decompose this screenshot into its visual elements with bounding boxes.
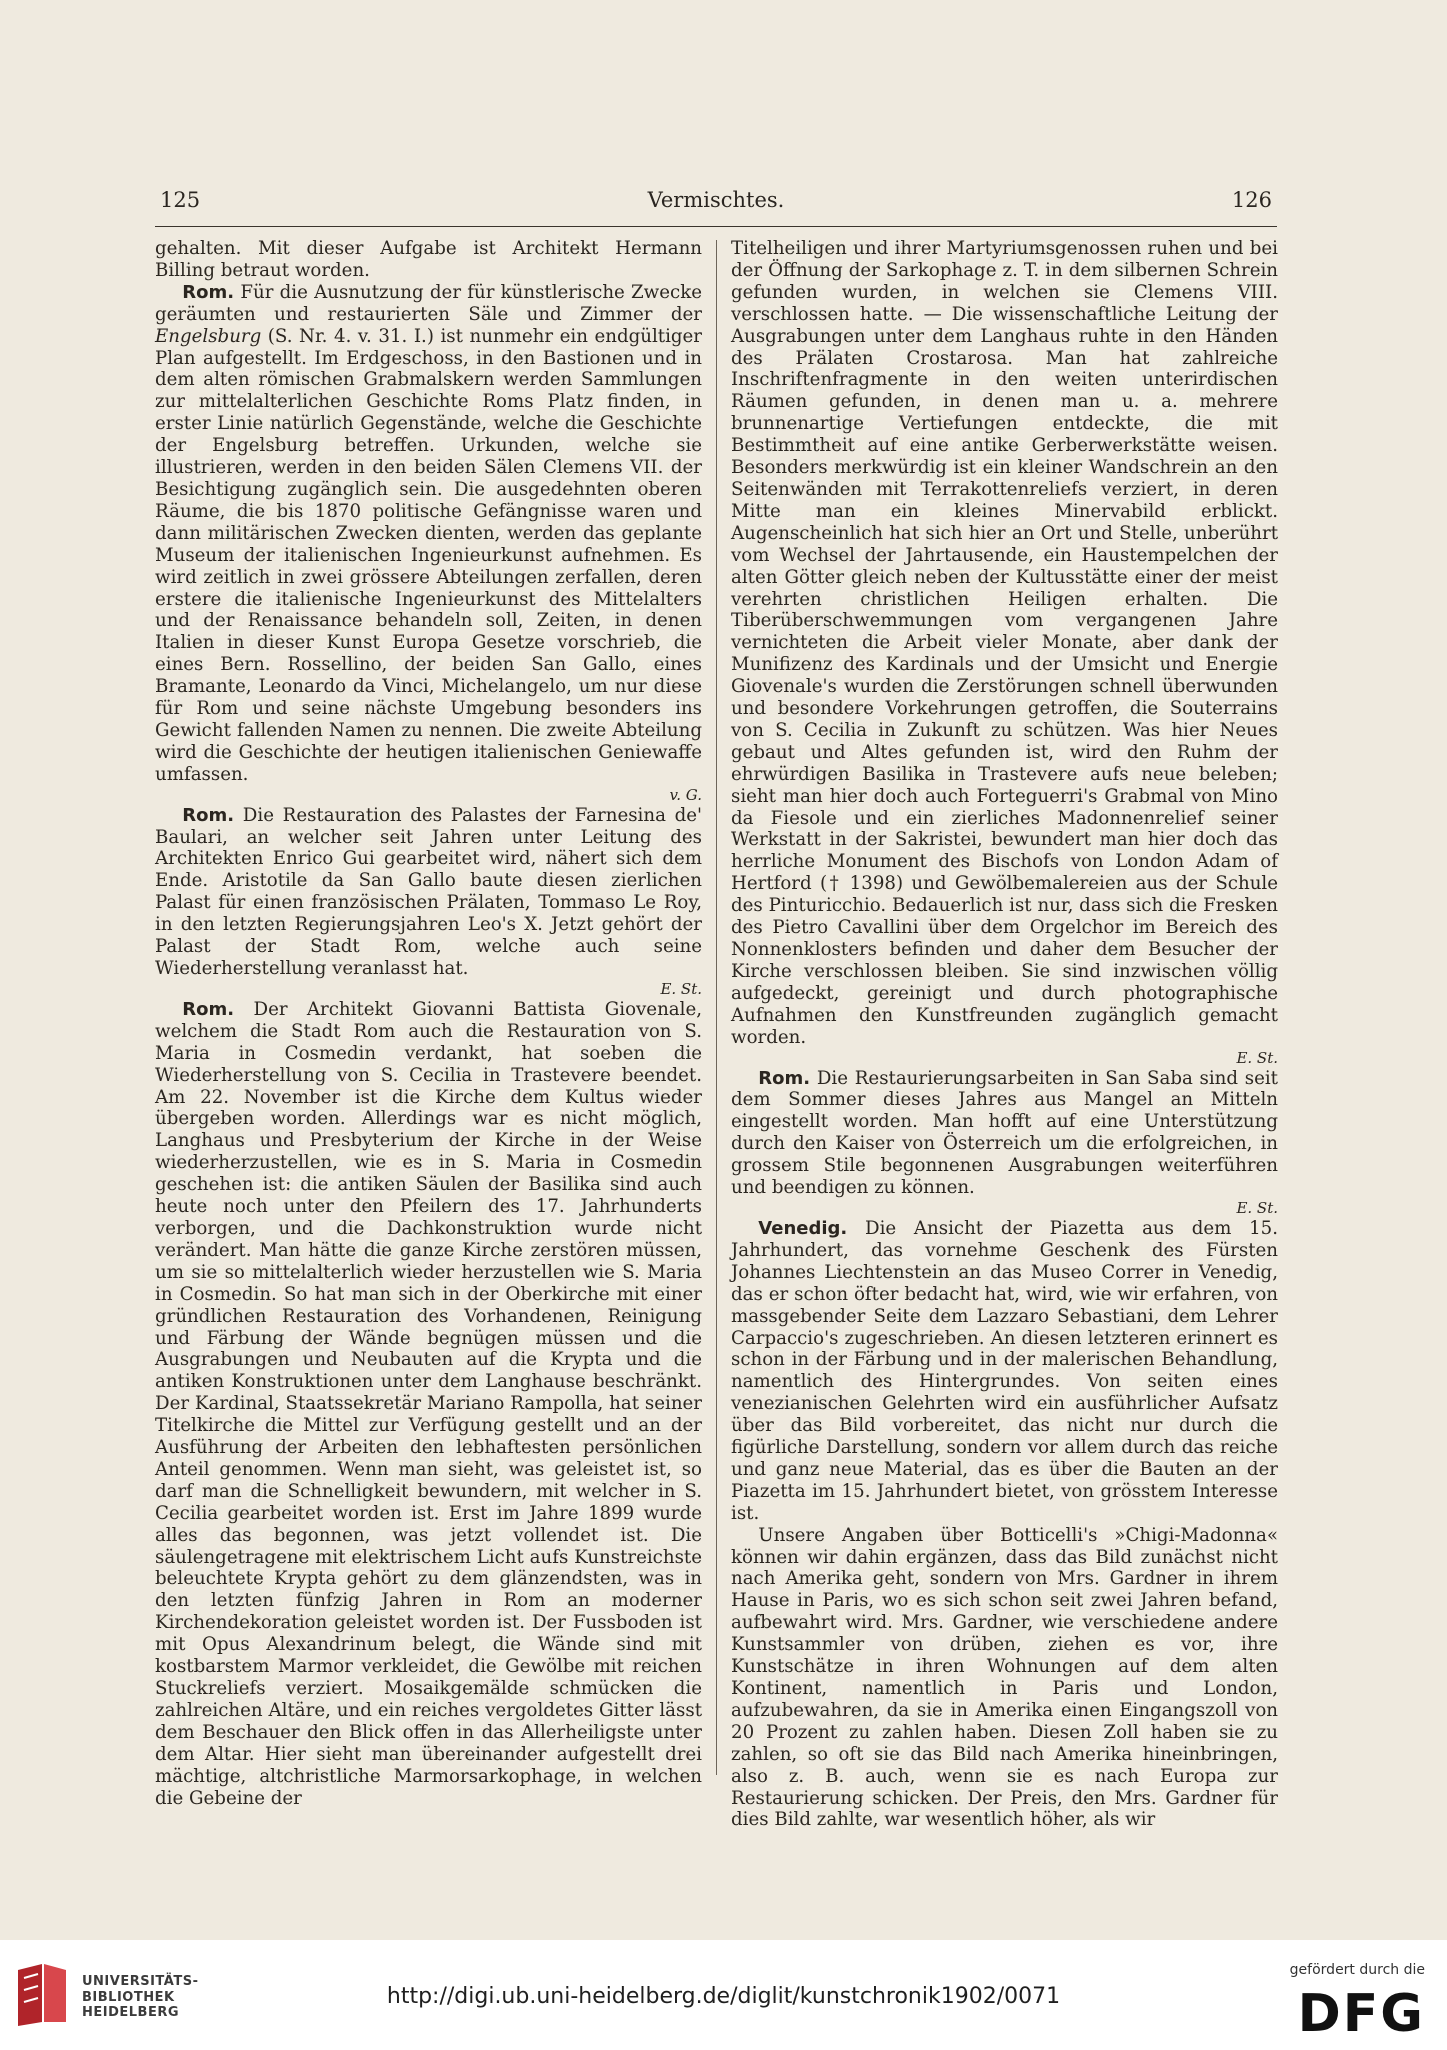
author-signature: v. G. [669,785,702,804]
paragraph: Rom. Der Architekt Giovanni Battista Giovenale, welchem die Stadt Rom auch die Restauration von S. Maria in Cosmedin verdankt, hat soeben die Wiederherstellung von S. Cecilia in Trastevere beendet. Am 22. November ist die Kirche dem Kultus wieder übergeben worden. Allerdings war es nicht möglich, Langhaus und Presbyterium der Kirche in der Weise wiederherzustellen, wie es in S. Maria in Cosmedin geschehen ist: die antiken Säulen der Basilika sind auch heute noch unter den Pfeilern des 17. Jahrhunderts verborgen, und die Dachkonstruktion wurde nicht verändert. Man hätte die ganze Kirche zerstören müssen, um sie so mittelalterlich wieder herzustellen wie S. Maria in Cosmedin. So hat man sich in der Oberkirche mit einer gründlichen Restauration des Vorhandenen, Reinigung und Färbung der Wände begnügen müssen und die Ausgrabungen und Neubauten auf die Krypta und die antiken Konstruktionen unter dem Langhause beschränkt. Der Kardinal, Staatssekretär Mariano Rampolla, hat seiner Titelkirche die Mittel zur Verfügung gestellt und an der Ausführung der Arbeiten den lebhaftesten persönlichen Anteil genommen. Wenn man sieht, was geleistet ist, so darf man die Schnelligkeit bewundern, mit welcher in S. Cecilia gearbeitet worden ist. Erst im Jahre 1899 wurde alles das begonnen, was jetzt vollendet ist. Die säulengetragene mit elektrischem Licht aufs Kunstreichste beleuchtete Krypta gehört zu dem glänzendsten, was in den letzten fünfzig Jahren in Rom an moderner Kirchendekoration geleistet worden ist. Der Fussboden ist mit Opus Alexandrinum belegt, die Wände sind mit kostbarstem Marmor verkleidet, die Gewölbe mit reichen Stuckreliefs verziert. Mosaikgemälde schmücken die zahlreichen Altäre, und ein reiches vergoldetes Gitter lässt dem Beschauer den Blick offen in das Allerheiligste unter dem Altar. Hier sieht man übereinander aufgestellt drei mächtige, altchristliche Marmorsarkophage, in welchen die Gebeine der [155,998,702,1809]
viewer-footer [0,1940,1447,2050]
running-title: Vermischtes. [647,188,785,212]
paragraph: gehalten. Mit dieser Aufgabe ist Architekt Hermann Billing betraut worden. [155,238,702,281]
funding-label: gefördert durch die [1289,1962,1425,1978]
paragraph: Rom. Die Restauration des Palastes der Farnesina de' Baulari, an welcher seit Jahren unter Leitung des Architekten Enrico Gui gearbeitet wird, nähert sich dem Ende. Aristotile da San Gallo baute diesen zierlichen Palast für einen französischen Prälaten, Tommaso Le Roy, in den letzten Regierungsjahren Leo's X. Jetzt gehört der Palast der Stadt Rom, welche auch seine Wiederherstellung veranlasst hat. E. St. [155,804,702,998]
text-column-left [155,238,702,1809]
paragraph: Unsere Angaben über Botticelli's »Chigi-Madonna« können wir dahin ergänzen, dass das Bild zunächst nicht nach Amerika geht, sondern von Mrs. Gardner in ihrem Hause in Paris, wo es sich schon seit zwei Jahren befand, aufbewahrt wird. Mrs. Gardner, wie verschiedene andere Kunstsammler von drüben, ziehen es vor, ihre Kunstschätze in ihren Wohnungen auf dem alten Kontinent, namentlich in Paris und London, aufzubewahren, da sie in Amerika einen Eingangszoll von 20 Prozent zu zahlen haben. Diesen Zoll haben sie zu zahlen, so oft sie das Bild nach Amerika hineinbringen, also z. B. auch, wenn sie es nach Europa zur Restaurierung schicken. Der Preis, den Mrs. Gardner für dies Bild zahlte, war wesentlich höher, als wir [731,1524,1278,1831]
author-signature: E. St. [660,979,702,998]
header-rule [155,226,1277,227]
author-signature: E. St. [1236,1048,1278,1067]
page-header [160,188,1272,218]
emphasis: Engelsburg [155,325,262,347]
paragraph: Rom. Für die Ausnutzung der für künstlerische Zwecke geräumten und restaurierten Säle und Zimmer der Engelsburg (S. Nr. 4. v. 31. I.) ist nunmehr ein endgültiger Plan aufgestellt. Im Erdgeschoss, in den Bastionen und in dem alten römischen Grabmalskern werden Sammlungen zur mittelalterlichen Geschichte Roms Platz finden, in erster Linie natürlich Gegenstände, welche die Geschichte der Engelsburg betreffen. Urkunden, welche sie illustrieren, werden in den beiden Sälen Clemens VII. der Besichtigung zugänglich sein. Die ausgedehnten oberen Räume, die bis 1870 politische Gefängnisse waren und dann militärischen Zwecken dienten, werden das geplante Museum der italienischen Ingenieurkunst aufnehmen. Es wird zeitlich in zwei grössere Abteilungen zerfallen, deren erstere die italienische Ingenieurkunst des Mittelalters und der Renaissance behandeln soll, Zeiten, in denen Italien in dieser Kunst Europa Gesetze vorschrieb, die eines Bern. Rossellino, der beiden San Gallo, eines Bramante, Leonardo da Vinci, Michelangelo, um nur diese für Rom und seine nächste Umgebung besonders ins Gewicht fallenden Namen zu nennen. Die zweite Abteilung wird die Geschichte der heutigen italienischen Geniewaffe umfassen. v. G. [155,281,702,804]
paragraph: Venedig. Die Ansicht der Piazetta aus dem 15. Jahrhundert, das vornehme Geschenk des Fürsten Johannes Liechtenstein an das Museo Correr in Venedig, das er schon öfter bedacht hat, wird, wie wir erfahren, von massgebender Seite dem Lazzaro Sebastiani, dem Lehrer Carpaccio's zugeschrieben. An diesen letzteren erinnert es schon in der Färbung und in der malerischen Behandlung, namentlich des Hintergrundes. Von seiten eines venezianischen Gelehrten wird ein ausführlicher Aufsatz über das Bild vorbereitet, das nicht nur durch die figürliche Darstellung, sondern vor allem durch das reiche und ganz neue Material, das es über die Bauten an der Piazetta im 15. Jahrhundert bietet, von grösstem Interesse ist. [731,1217,1278,1524]
section-keyword: Rom. [182,281,235,303]
dfg-logo: DFG [1297,1984,1425,2044]
section-keyword: Rom. [182,998,235,1020]
page-number-right: 126 [1231,188,1272,212]
column-divider [716,240,717,1775]
section-keyword: Venedig. [758,1217,848,1239]
paragraph: Rom. Die Restaurierungsarbeiten in San Saba sind seit dem Sommer dieses Jahres aus Mangel an Mitteln eingestellt worden. Man hofft auf eine Unterstützung durch den Kaiser von Österreich um die erfolgreichen, in grossem Stile begonnenen Ausgrabungen weiterführen und beendigen zu können. E. St. [731,1067,1278,1217]
page-number-left: 125 [160,188,201,212]
section-keyword: Rom. [758,1067,811,1089]
permalink-url[interactable]: http://digi.ub.uni-heidelberg.de/diglit/kunstchronik1902/0071 [386,1984,1061,2009]
author-signature: E. St. [1236,1198,1278,1217]
section-keyword: Rom. [182,804,235,826]
library-name: UNIVERSITÄTS- BIBLIOTHEK HEIDELBERG [82,1974,199,2020]
paragraph: Titelheiligen und ihrer Martyriumsgenossen ruhen und bei der Öffnung der Sarkophage z. T. in dem silbernen Schrein gefunden wurden, in welchen sie Clemens VIII. verschlossen hatte. — Die wissenschaftliche Leitung der Ausgrabungen unter dem Langhaus ruhte in den Händen des Prälaten Crostarosa. Man hat zahlreiche Inschriftenfragmente in den weiten unterirdischen Räumen gefunden, in denen man u. a. mehrere brunnenartige Vertiefungen entdeckte, die mit Bestimmtheit auf eine antike Gerberwerkstätte weisen. Besonders merkwürdig ist ein kleiner Wandschrein an den Seitenwänden mit Terrakottenreliefs verziert, in deren Mitte man ein kleines Minervabild erblickt. Augenscheinlich hat sich hier an Ort und Stelle, unberührt vom Wechsel der Jahrtausende, ein Haustempelchen der alten Götter gleich neben der Kultusstätte einer der meist verehrten christlichen Heiligen erhalten. Die Tiberüberschwemmungen vom vergangenen Jahre vernichteten die Arbeit vieler Monate, aber dank der Munifizenz des Kardinals und der Umsicht und Energie Giovenale's wurden die Zerstörungen schnell überwunden und besondere Vorkehrungen getroffen, die Souterrains von S. Cecilia in Zukunft zu schützen. Was hier Neues gebaut und Altes gefunden ist, wird den Ruhm der ehrwürdigen Basilika in Trastevere aufs neue beleben; sieht man hier doch auch Forteguerri's Grabmal von Mino da Fiesole und ein zierliches Madonnenrelief seiner Werkstatt in der Sakristei, bewundert man hier doch das herrliche Monument des Bischofs von London Adam of Hertford († 1398) und Gewölbemalereien aus der Schule des Pinturicchio. Bedauerlich ist nur, dass sich die Fresken des Pietro Cavallini über dem Orgelchor im Bereich des Nonnenklosters befinden und daher dem Besucher der Kirche verschlossen bleiben. Sie sind inzwischen völlig aufgedeckt, gereinigt und durch photographische Aufnahmen den Kunstfreunden zugänglich gemacht worden. E. St. [731,238,1278,1067]
text-column-right [731,238,1278,1831]
